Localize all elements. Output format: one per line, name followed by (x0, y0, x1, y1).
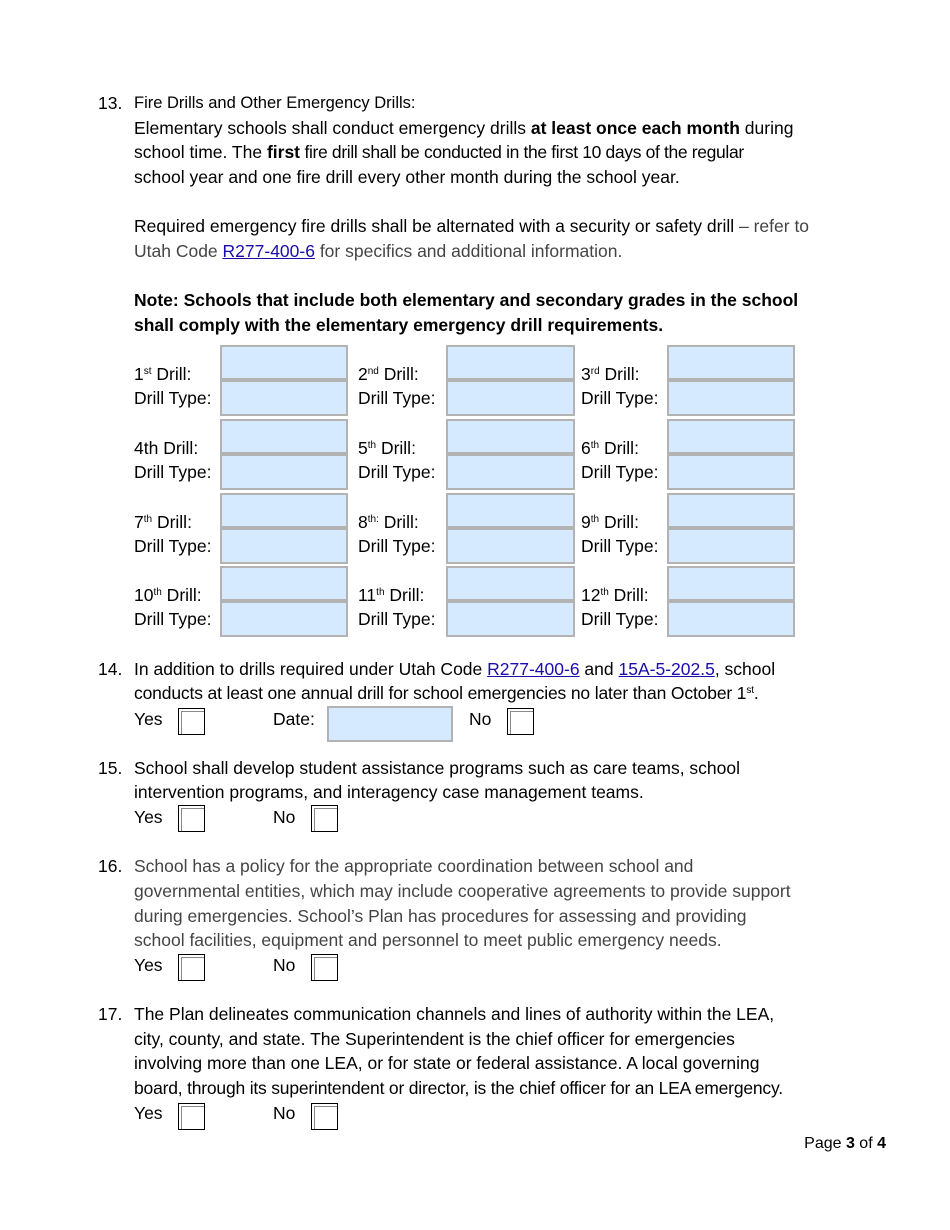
item-13-number: 13. (98, 93, 123, 113)
drill-date-input[interactable] (667, 493, 795, 528)
item-15-no-checkbox[interactable] (311, 805, 338, 832)
drill-type-label: Drill Type: (581, 536, 659, 556)
item-13-note: Note: Schools that include both elementary and secondary grades in the school (134, 290, 799, 310)
item-14-line: In addition to drills required under Utah Code R277-400-6 and 15A-5-202.5, school (134, 659, 776, 679)
drill-label: 9th Drill: (581, 512, 639, 532)
drill-type-label: Drill Type: (134, 536, 212, 556)
drill-type-label: Drill Type: (134, 462, 212, 482)
drill-type-input[interactable] (220, 380, 348, 416)
item-14-line: conducts at least one annual drill for school emergencies no later than October 1st. (134, 683, 759, 703)
item-16-line: school facilities, equipment and personnel to meet public emergency needs. (134, 930, 722, 950)
no-label: No (273, 1103, 296, 1123)
drill-label: 7th Drill: (134, 512, 192, 532)
drill-date-input[interactable] (446, 493, 575, 528)
drill-label: 4th Drill: (134, 438, 199, 458)
drill-date-input[interactable] (220, 566, 348, 601)
drill-date-input[interactable] (220, 419, 348, 454)
drill-type-label: Drill Type: (358, 609, 436, 629)
drill-date-input[interactable] (667, 419, 795, 454)
item-16-yes-checkbox[interactable] (178, 954, 205, 981)
drill-label: 3rd Drill: (581, 364, 640, 384)
item-16-number: 16. (98, 856, 123, 876)
drill-date-input[interactable] (220, 493, 348, 528)
drill-type-input[interactable] (446, 380, 575, 416)
drill-type-label: Drill Type: (581, 462, 659, 482)
r277-400-6-link[interactable]: R277-400-6 (222, 241, 315, 261)
drill-label: 11th Drill: (358, 585, 425, 605)
item-13-note: shall comply with the elementary emergency drill requirements. (134, 315, 664, 335)
item-16-no-checkbox[interactable] (311, 954, 338, 981)
drill-label: 1st Drill: (134, 364, 192, 384)
item-15-number: 15. (98, 758, 123, 778)
item-13-paragraph-line: Utah Code R277-400-6 for specifics and additional information. (134, 241, 623, 261)
item-17-no-checkbox[interactable] (311, 1103, 338, 1130)
drill-type-input[interactable] (446, 601, 575, 637)
drill-date-input[interactable] (446, 345, 575, 380)
drill-label: 2nd Drill: (358, 364, 419, 384)
item-13-paragraph-line: school time. The first fire drill shall be conducted in the first 10 days of the regular (134, 142, 744, 162)
drill-label: 10th Drill: (134, 585, 202, 605)
item-14-no-checkbox[interactable] (507, 708, 534, 735)
drill-label: 5th Drill: (358, 438, 416, 458)
drill-date-input[interactable] (220, 345, 348, 380)
drill-type-input[interactable] (220, 454, 348, 490)
no-label: No (469, 709, 492, 729)
r277-400-6-link[interactable]: R277-400-6 (487, 659, 580, 679)
drill-type-label: Drill Type: (581, 388, 659, 408)
drill-type-label: Drill Type: (358, 388, 436, 408)
item-13-paragraph-line: Required emergency fire drills shall be alternated with a security or safety drill – refer to (134, 216, 810, 236)
page-number: Page 3 of 4 (804, 1135, 886, 1152)
item-16-line: School has a policy for the appropriate coordination between school and (134, 856, 694, 876)
yes-label: Yes (134, 1103, 163, 1123)
drill-date-input[interactable] (446, 419, 575, 454)
yes-label: Yes (134, 807, 163, 827)
item-13-paragraph-line: Elementary schools shall conduct emergency drills at least once each month during (134, 118, 794, 138)
item-15-line: School shall develop student assistance programs such as care teams, school (134, 758, 741, 778)
item-17-number: 17. (98, 1004, 123, 1024)
yes-label: Yes (134, 955, 163, 975)
drill-date-input[interactable] (667, 566, 795, 601)
yes-label: Yes (134, 709, 163, 729)
no-label: No (273, 807, 296, 827)
item-13-paragraph-line: school year and one fire drill every other month during the school year. (134, 167, 680, 187)
drill-type-label: Drill Type: (134, 609, 212, 629)
item-17-line: The Plan delineates communication channels and lines of authority within the LEA, (134, 1004, 775, 1024)
no-label: No (273, 955, 296, 975)
drill-label: 12th Drill: (581, 585, 649, 605)
item-16-line: governmental entities, which may include cooperative agreements to provide support (134, 881, 791, 901)
drill-type-label: Drill Type: (358, 462, 436, 482)
item-17-line: city, county, and state. The Superintendent is the chief officer for emergencies (134, 1029, 735, 1049)
drill-date-input[interactable] (667, 345, 795, 380)
item-15-yes-checkbox[interactable] (178, 805, 205, 832)
drill-type-input[interactable] (667, 380, 795, 416)
item-14-date-input[interactable] (327, 706, 453, 742)
item-14-yes-checkbox[interactable] (178, 708, 205, 735)
drill-type-label: Drill Type: (134, 388, 212, 408)
drill-label: $8^{th:}$ Drill: (358, 512, 419, 532)
drill-type-input[interactable] (446, 528, 575, 564)
item-13-title: Fire Drills and Other Emergency Drills: (134, 94, 416, 112)
item-17-line: involving more than one LEA, or for state or federal assistance. A local governing (134, 1053, 760, 1073)
drill-date-input[interactable] (446, 566, 575, 601)
drill-type-input[interactable] (667, 454, 795, 490)
drill-type-input[interactable] (220, 528, 348, 564)
drill-type-input[interactable] (220, 601, 348, 637)
drill-type-input[interactable] (667, 601, 795, 637)
date-label: Date: (273, 709, 315, 729)
item-16-line: during emergencies. School’s Plan has procedures for assessing and providing (134, 906, 747, 926)
item-17-line: board, through its superintendent or director, is the chief officer for an LEA emergency. (134, 1078, 783, 1098)
drill-type-input[interactable] (446, 454, 575, 490)
15a-5-202-5-link[interactable]: 15A-5-202.5 (618, 659, 715, 679)
drill-label: 6th Drill: (581, 438, 639, 458)
drill-type-label: Drill Type: (358, 536, 436, 556)
drill-type-input[interactable] (667, 528, 795, 564)
drill-type-label: Drill Type: (581, 609, 659, 629)
item-14-number: 14. (98, 659, 123, 679)
item-15-line: intervention programs, and interagency case management teams. (134, 782, 644, 802)
item-17-yes-checkbox[interactable] (178, 1103, 205, 1130)
